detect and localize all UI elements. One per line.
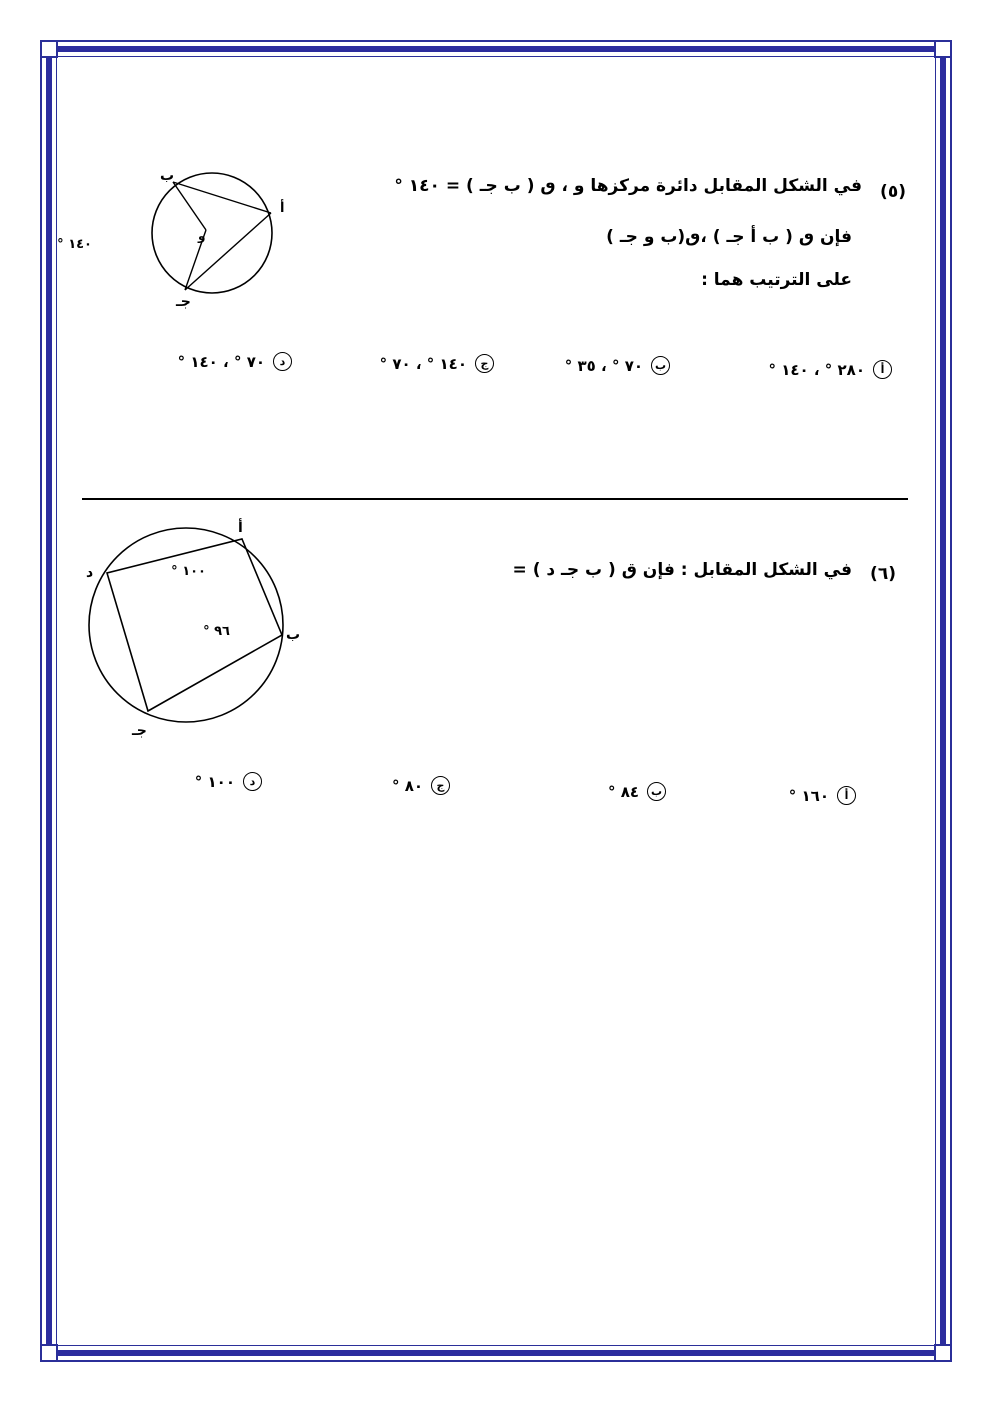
q6-label-d: د: [86, 565, 94, 581]
question-6-text: في الشكل المقابل : فإن ق ( ب جـ د ) =: [512, 560, 852, 580]
q5-label-c: جـ: [176, 294, 191, 310]
q6-circle: [89, 528, 283, 722]
q6-option-a-text: ١٦٠ °: [788, 786, 829, 805]
q5-label-b: ب: [160, 168, 175, 184]
q5-angle-label: ١٤٠ °: [57, 237, 92, 252]
section-divider: [82, 498, 908, 500]
q6-option-c[interactable]: [392, 776, 450, 795]
q6-option-a[interactable]: [789, 786, 856, 805]
q5-label-a: أ: [280, 201, 285, 216]
q6-option-c-letter: ج: [431, 776, 450, 795]
q6-label-a: أ: [238, 520, 243, 536]
question-6-number: (٦): [870, 564, 896, 584]
q6-option-a-letter: أ: [837, 786, 856, 805]
q5-option-d[interactable]: [178, 352, 292, 371]
q6-label-c: جـ: [132, 723, 147, 739]
q5-option-b-text: ٧٠ ° ، ٣٥ °: [564, 356, 643, 375]
question-5-figure: [57, 160, 298, 310]
q6-label-b: ب: [286, 627, 301, 643]
q5-option-d-text: ٧٠ ° ، ١٤٠ °: [177, 352, 265, 371]
q5-label-o: و: [198, 229, 206, 243]
q6-option-b[interactable]: [608, 782, 666, 801]
q5-option-c[interactable]: [380, 354, 494, 373]
question-6-figure: [80, 515, 310, 745]
q5-option-c-letter: ج: [475, 354, 494, 373]
q6-angle-b: ٩٦ °: [203, 624, 230, 639]
q6-option-c-text: ٨٠ °: [391, 776, 423, 795]
q6-option-b-text: ٨٤ °: [607, 782, 639, 801]
frame-corner-top-left: [40, 40, 58, 58]
question-5-text-line3: على الترتيب هما :: [701, 270, 852, 290]
q6-angle-a: ١٠٠ °: [171, 564, 206, 579]
q5-option-b[interactable]: [565, 356, 670, 375]
q5-chord-ba: [173, 182, 271, 213]
q6-option-d[interactable]: [195, 772, 262, 791]
q5-option-d-letter: د: [273, 352, 292, 371]
question-5-text-line2: فإن ٯ ( ب أ جـ ) ،ٯ(ب و جـ ): [606, 227, 852, 247]
q6-option-d-letter: د: [243, 772, 262, 791]
q5-circle: [152, 173, 272, 293]
q5-radius-ob: [173, 182, 206, 230]
q5-option-b-letter: ب: [651, 356, 670, 375]
q6-option-b-letter: ب: [647, 782, 666, 801]
frame-corner-bottom-right: [934, 1344, 952, 1362]
question-5-number: (٥): [880, 182, 906, 202]
q6-option-d-text: ١٠٠ °: [194, 772, 235, 791]
frame-corner-bottom-left: [40, 1344, 58, 1362]
frame-corner-top-right: [934, 40, 952, 58]
q5-option-c-text: ١٤٠ ° ، ٧٠ °: [379, 354, 467, 373]
question-5-text-line1: في الشكل المقابل دائرة مركزها و ، ٯ ( ب جـ ) = ١٤٠ °: [394, 176, 862, 196]
q5-option-a[interactable]: [768, 360, 892, 379]
q5-option-a-text: ٢٨٠ ° ، ١٤٠ °: [768, 360, 865, 379]
q5-option-a-letter: أ: [873, 360, 892, 379]
